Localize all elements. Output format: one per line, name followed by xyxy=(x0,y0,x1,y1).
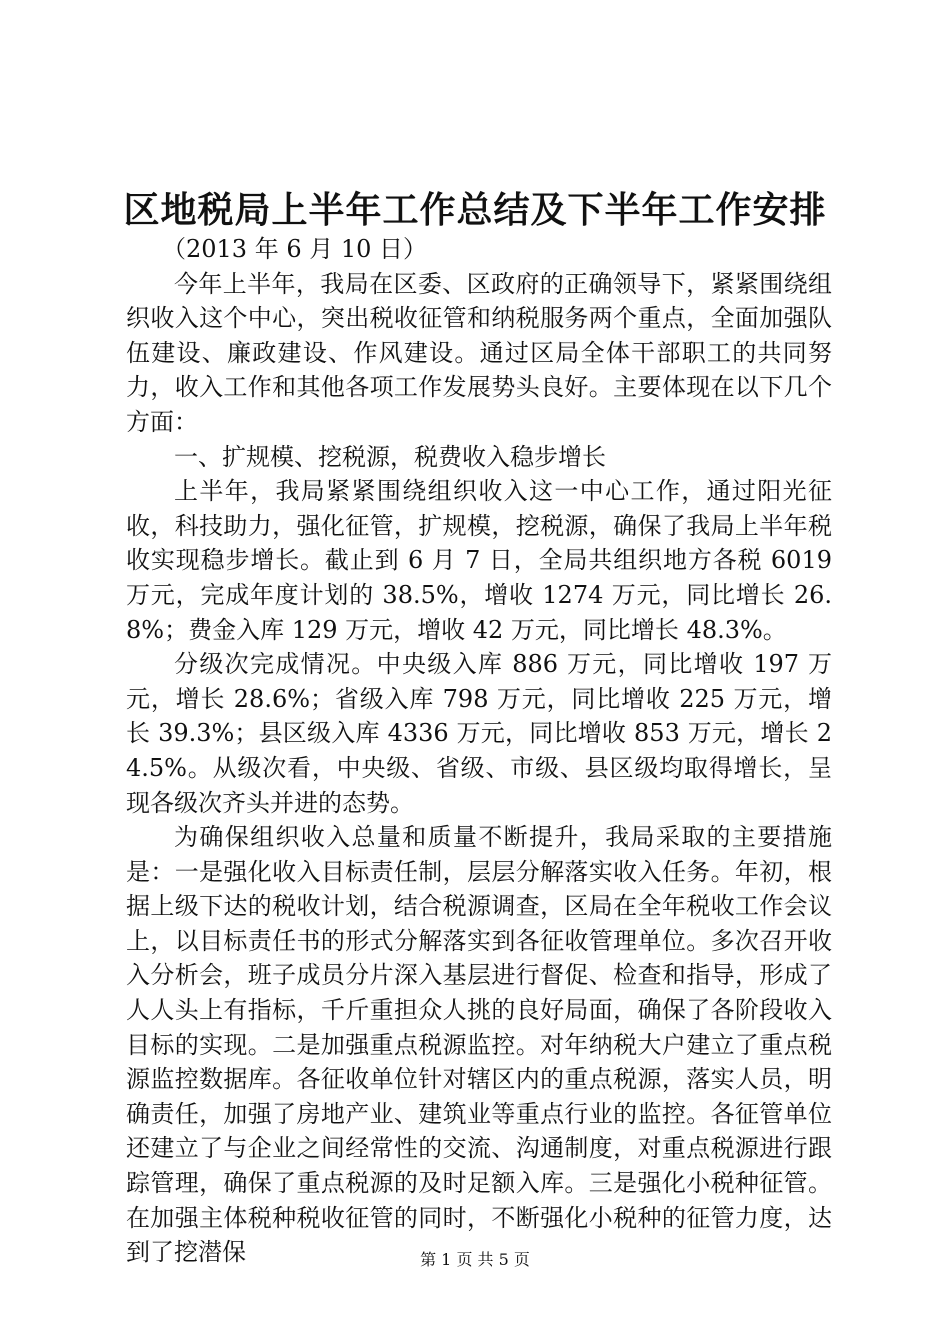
section-heading-1: 一、扩规模、挖税源，税费收入稳步增长 xyxy=(174,442,606,471)
document-title: 区地税局上半年工作总结及下半年工作安排 xyxy=(123,189,827,231)
document-body xyxy=(126,232,832,1270)
paragraph-level-breakdown: 分级次完成情况。中央级入库 886 万元，同比增收 197 万元，增长 28.6%；省级入库 798 万元，同比增收 225 万元，增长 39.3%；县区级入库 4336 万元，同比增收 853 万元，增长 24.5%。从级次看，中央级、省级、市级、县区级均取得增长，呈现各级次齐头并进的态势。 xyxy=(126,650,832,817)
paragraph-intro: 今年上半年，我局在区委、区政府的正确领导下，紧紧围绕组织收入这个中心，突出税收征管和纳税服务两个重点，全面加强队伍建设、廉政建设、作风建设。通过区局全体干部职工的共同努力，收入工作和其他各项工作发展势头良好。主要体现在以下几个方面： xyxy=(126,269,832,436)
page-footer: 第 1 页 共 5 页 xyxy=(420,1250,530,1269)
paragraph-measures: 为确保组织收入总量和质量不断提升，我局采取的主要措施是：一是强化收入目标责任制，层层分解落实收入任务。年初，根据上级下达的税收计划，结合税源调查，区局在全年税收工作会议上，以目标责任书的形式分解落实到各征收管理单位。多次召开收入分析会，班子成员分片深入基层进行督促、检查和指导，形成了人人头上有指标，千斤重担众人挑的良好局面，确保了各阶段收入目标的实现。二是加强重点税源监控。对年纳税大户建立了重点税源监控数据库。各征收单位针对辖区内的重点税源，落实人员，明确责任，加强了房地产业、建筑业等重点行业的监控。各征管单位还建立了与企业之间经常性的交流、沟通制度，对重点税源进行跟踪管理，确保了重点税源的及时足额入库。三是强化小税种征管。在加强主体税种税收征管的同时，不断强化小税种的征管力度，达到了挖潜保 xyxy=(126,823,832,1267)
paragraph-revenue-growth: 上半年，我局紧紧围绕组织收入这一中心工作，通过阳光征收，科技助力，强化征管，扩规模，挖税源，确保了我局上半年税收实现稳步增长。截止到 6 月 7 日，全局共组织地方各税 6019 万元，完成年度计划的 38.5%，增收 1274 万元，同比增长 26.8%；费金入库 129 万元，增收 42 万元，同比增长 48.3%。 xyxy=(126,477,832,644)
document-date: （2013 年 6 月 10 日） xyxy=(162,235,428,263)
